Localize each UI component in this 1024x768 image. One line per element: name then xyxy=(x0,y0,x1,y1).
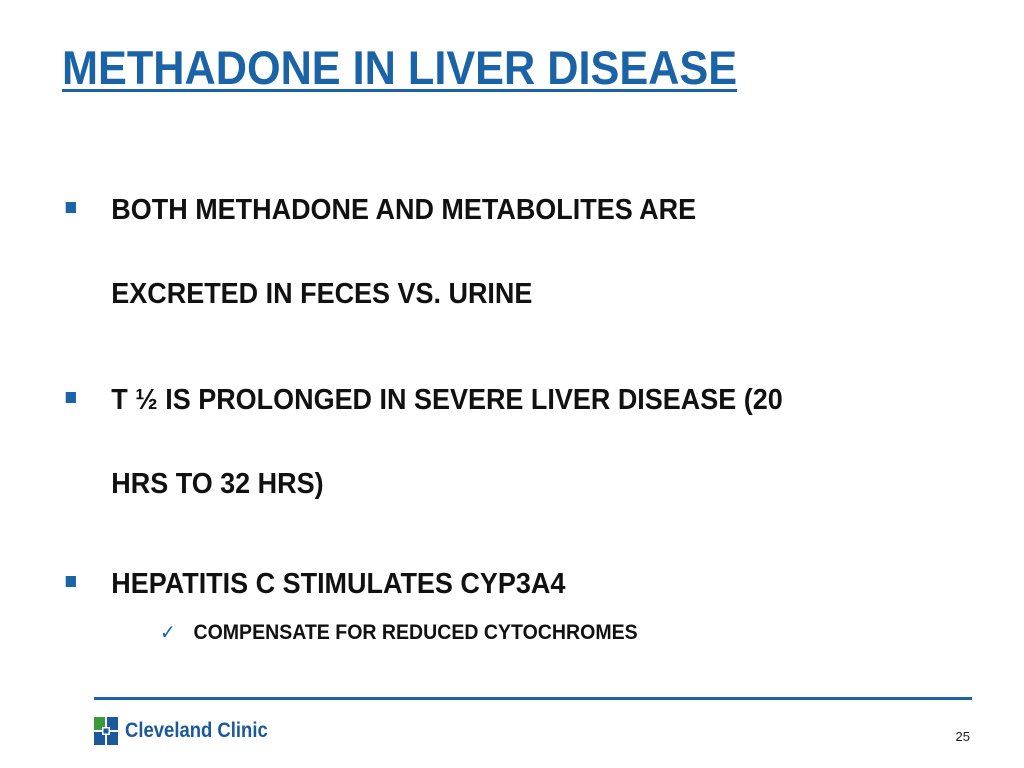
checkmark-icon: ✓ xyxy=(160,622,176,644)
page-number: 25 xyxy=(955,729,970,744)
footer-logo xyxy=(94,716,287,746)
bullet-item xyxy=(62,358,967,526)
bullet-text-line: T ½ IS PROLONGED IN SEVERE LIVER DISEASE (20 xyxy=(111,384,783,416)
cleveland-clinic-logo-icon xyxy=(94,717,118,745)
slide-title: METHADONE IN LIVER DISEASE xyxy=(62,41,738,94)
bullet-text-line: HRS TO 32 HRS) xyxy=(111,468,324,500)
sub-bullet-text: COMPENSATE FOR REDUCED CYTOCHROMES xyxy=(193,621,638,644)
bullet-text-line: HEPATITIS C STIMULATES CYP3A4 xyxy=(111,568,566,600)
square-bullet-icon xyxy=(66,202,76,213)
bullet-item xyxy=(62,168,920,336)
footer-divider xyxy=(94,697,972,700)
square-bullet-icon xyxy=(66,392,76,403)
logo-text: Cleveland Clinic xyxy=(125,719,268,742)
bullet-text-line: BOTH METHADONE AND METABOLITES ARE xyxy=(111,194,697,226)
square-bullet-icon xyxy=(66,576,76,587)
sub-bullet-item xyxy=(160,620,638,645)
bullet-item xyxy=(62,542,920,626)
bullet-text-line: EXCRETED IN FECES VS. URINE xyxy=(111,278,533,310)
